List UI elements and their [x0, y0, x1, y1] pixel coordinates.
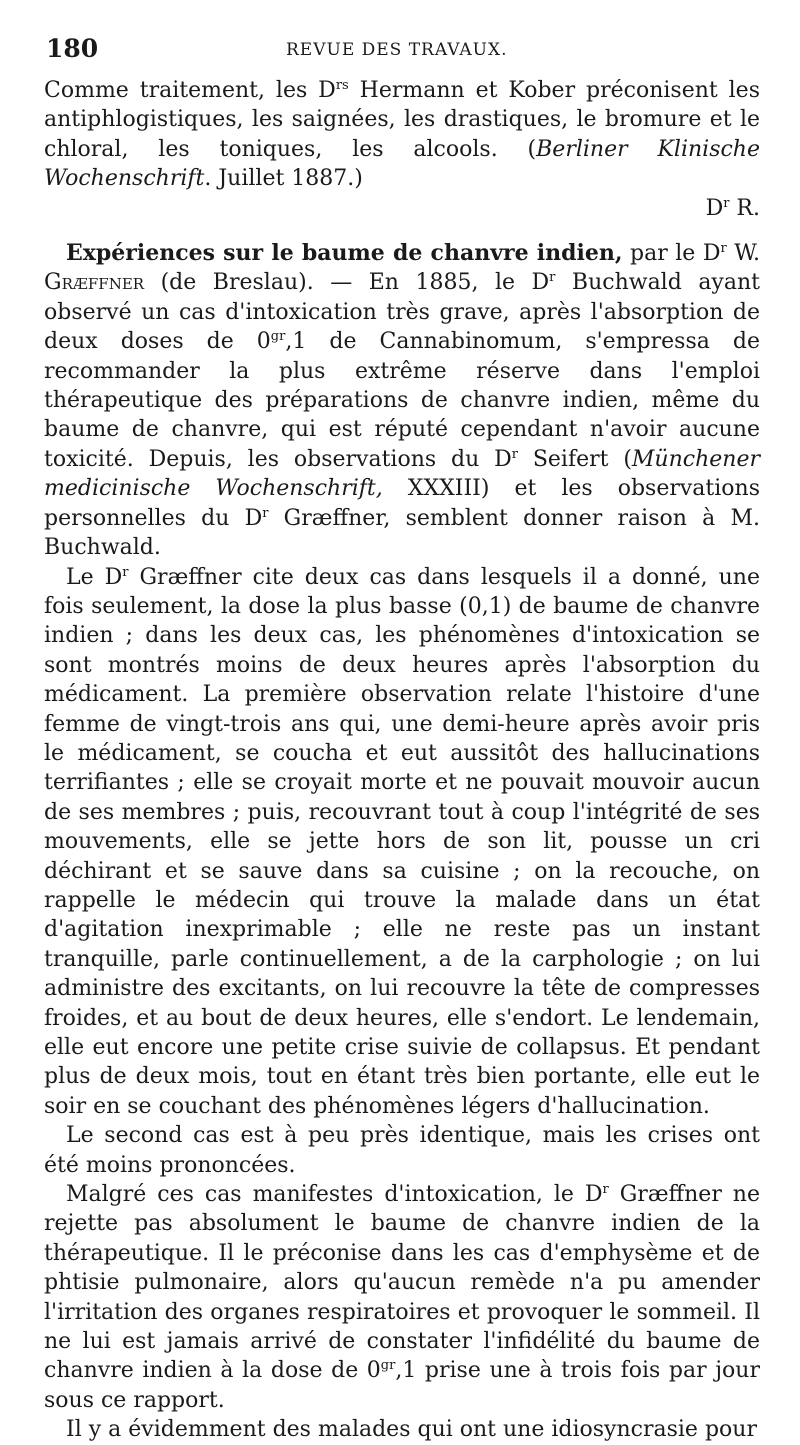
- signature: $D^r$ R.: [705, 195, 760, 221]
- page-header: [46, 34, 760, 64]
- paragraph-intro: Expériences sur le baume de chanvre indien, par le $D^r$ W. Græffner (de Breslau). — En 1885, le $D^r$ Buchwald ayant observé un cas d'intoxication très grave, après l'absorption de deux doses de $0^{gr},1$ de Cannabinomum, s'empressa de recommander la plus extrême réserve dans l'emploi thérapeutique des préparations de chanvre indien, même du baume de chanvre, qui est réputé cependant n'avoir aucune toxicité. Depuis, les observations du $D^r$ Seifert (Münchener medicinische Wochenschrift, XXXIII) et les observations personnelles du $D^r$ Græffner, semblent donner raison à M. Buchwald.: [44, 240, 761, 561]
- journal-citation: Berliner Klinische Wochenschrift: [44, 136, 760, 192]
- paragraph-idiosyncrasy: Il y a évidemment des malades qui ont une idiosyncrasie pour: [66, 1417, 757, 1443]
- paragraph-treatment: Comme traitement, les $D^{rs}$ Hermann et Kober préconisent les antiphlogistiques, les saignées, les drastiques, le bromure et le chloral, les toniques, les alcools. (Berliner Klinische Wochenschrift. Juillet 1887.): [44, 78, 760, 192]
- article-title: Expériences sur le baume de chanvre indien,: [66, 240, 623, 267]
- running-title: REVUE DES TRAVAUX.: [286, 40, 508, 60]
- body-text: [44, 76, 760, 1445]
- page-number: 180: [46, 34, 99, 63]
- paragraph-second-case: Le second cas est à peu près identique, mais les crises ont été moins prononcées.: [44, 1123, 760, 1178]
- paragraph-therapeutic-use: Malgré ces cas manifestes d'intoxication, le $D^r$ Græffner ne rejette pas absolument le baume de chanvre indien de la thérapeutique. Il le préconise dans les cas d'emphysème et de phtisie pulmonaire, alors qu'aucun remède n'a pu amender l'irritation des organes respiratoires et provoquer le sommeil. Il ne lui est jamais arrivé de constater l'infidélité du baume de chanvre indien à la dose de $0^{gr},1$ prise une à trois fois par jour sous ce rapport.: [44, 1182, 760, 1413]
- paragraph-cases: Le $D^r$ Græffner cite deux cas dans lesquels il a donné, une fois seulement, la dose la plus basse (0,1) de baume de chanvre indien ; dans les deux cas, les phénomènes d'intoxication se sont montrés moins de deux heures après l'absorption du médicament. La première observation relate l'histoire d'une femme de vingt-trois ans qui, une demi-heure après avoir pris le médicament, se coucha et eut aussitôt des hallucinations terrifiantes ; elle se croyait morte et ne pouvait mouvoir aucun de ses membres ; puis, recouvrant tout à coup l'intégrité de ses mouvements, elle se jette hors de son lit, pousse un cri déchirant et se sauve dans sa cuisine ; on la recouche, on rappelle le médecin qui trouve la malade dans un état d'agitation inexprimable ; elle ne reste pas un instant tranquille, parle continuellement, a de la carphologie ; on lui administre des excitants, on lui recouvre la tête de compresses froides, et au bout de deux heures, elle s'endort. Le lendemain, elle eut encore une petite crise suivie de collapsus. Et pendant plus de deux mois, tout en étant très bien portante, elle eut le soir en se couchant des phénomènes légers d'hallucination.: [44, 564, 760, 1119]
- journal-citation: Münchener medicinische Wochenschrift,: [44, 446, 760, 502]
- author-name: Græffner: [44, 270, 145, 296]
